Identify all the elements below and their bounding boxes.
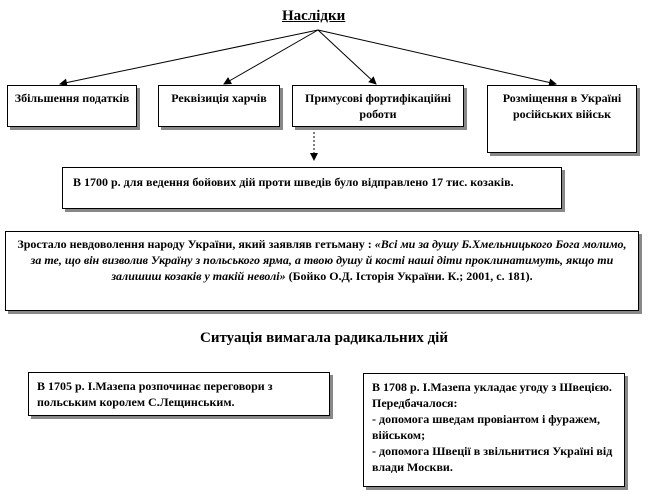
- consequence-box-taxes: [7, 85, 137, 127]
- discontent-quote: «Всі ми за душу Б.Хмельницького Бога молимо, за те, що він визволив Україну з польського ярма, а твою душу й кості наші діти проклинатимуть, якщо ти залишиш козаків у такій неволі»: [30, 237, 627, 283]
- situation-heading: Ситуація вимагала радикальних дій: [200, 330, 448, 346]
- note-1700-box: [62, 167, 562, 209]
- event-1708-line: В 1708 р. І.Мазепа укладає угоду з Швецією. Передбачалося:: [372, 380, 612, 410]
- event-1705-box: [28, 372, 330, 416]
- note-1700-text: В 1700 р. для ведення бойових дій проти шведів було відправлено 17 тис. козаків.: [73, 175, 514, 189]
- diagram-title: Наслідки: [282, 8, 346, 24]
- consequence-label: Реквізиція харчів: [171, 91, 267, 105]
- consequence-label: Збільшення податків: [14, 91, 130, 105]
- discontent-source: (Бойко О.Д. Історія України. К.; 2001, с. 181).: [285, 269, 533, 283]
- discontent-box: [5, 231, 639, 311]
- arrow-to-fortification: [318, 30, 376, 84]
- event-1708-line: - допомога шведам провіантом і фуражем, військом;: [372, 412, 600, 442]
- event-1705-text: В 1705 р. І.Мазепа розпочинає переговори з польським королем С.Лещинським.: [37, 379, 273, 409]
- event-1708-line: - допомога Швеції в звільнитися Україні від влади Москви.: [372, 444, 613, 474]
- consequence-box-fortification: [292, 85, 464, 127]
- consequence-box-requisition: [158, 85, 280, 127]
- arrow-to-requisition: [224, 30, 318, 84]
- consequence-box-troops: [487, 85, 637, 153]
- arrow-to-troops: [318, 30, 556, 84]
- consequence-label: Розміщення в Україні російських військ: [502, 91, 622, 121]
- consequence-label: Примусові фортифікаційні роботи: [305, 91, 451, 121]
- discontent-intro: Зростало невдоволення народу України, який заявляв гетьману :: [17, 237, 375, 251]
- arrow-to-taxes: [60, 30, 318, 84]
- event-1708-box: [363, 373, 625, 487]
